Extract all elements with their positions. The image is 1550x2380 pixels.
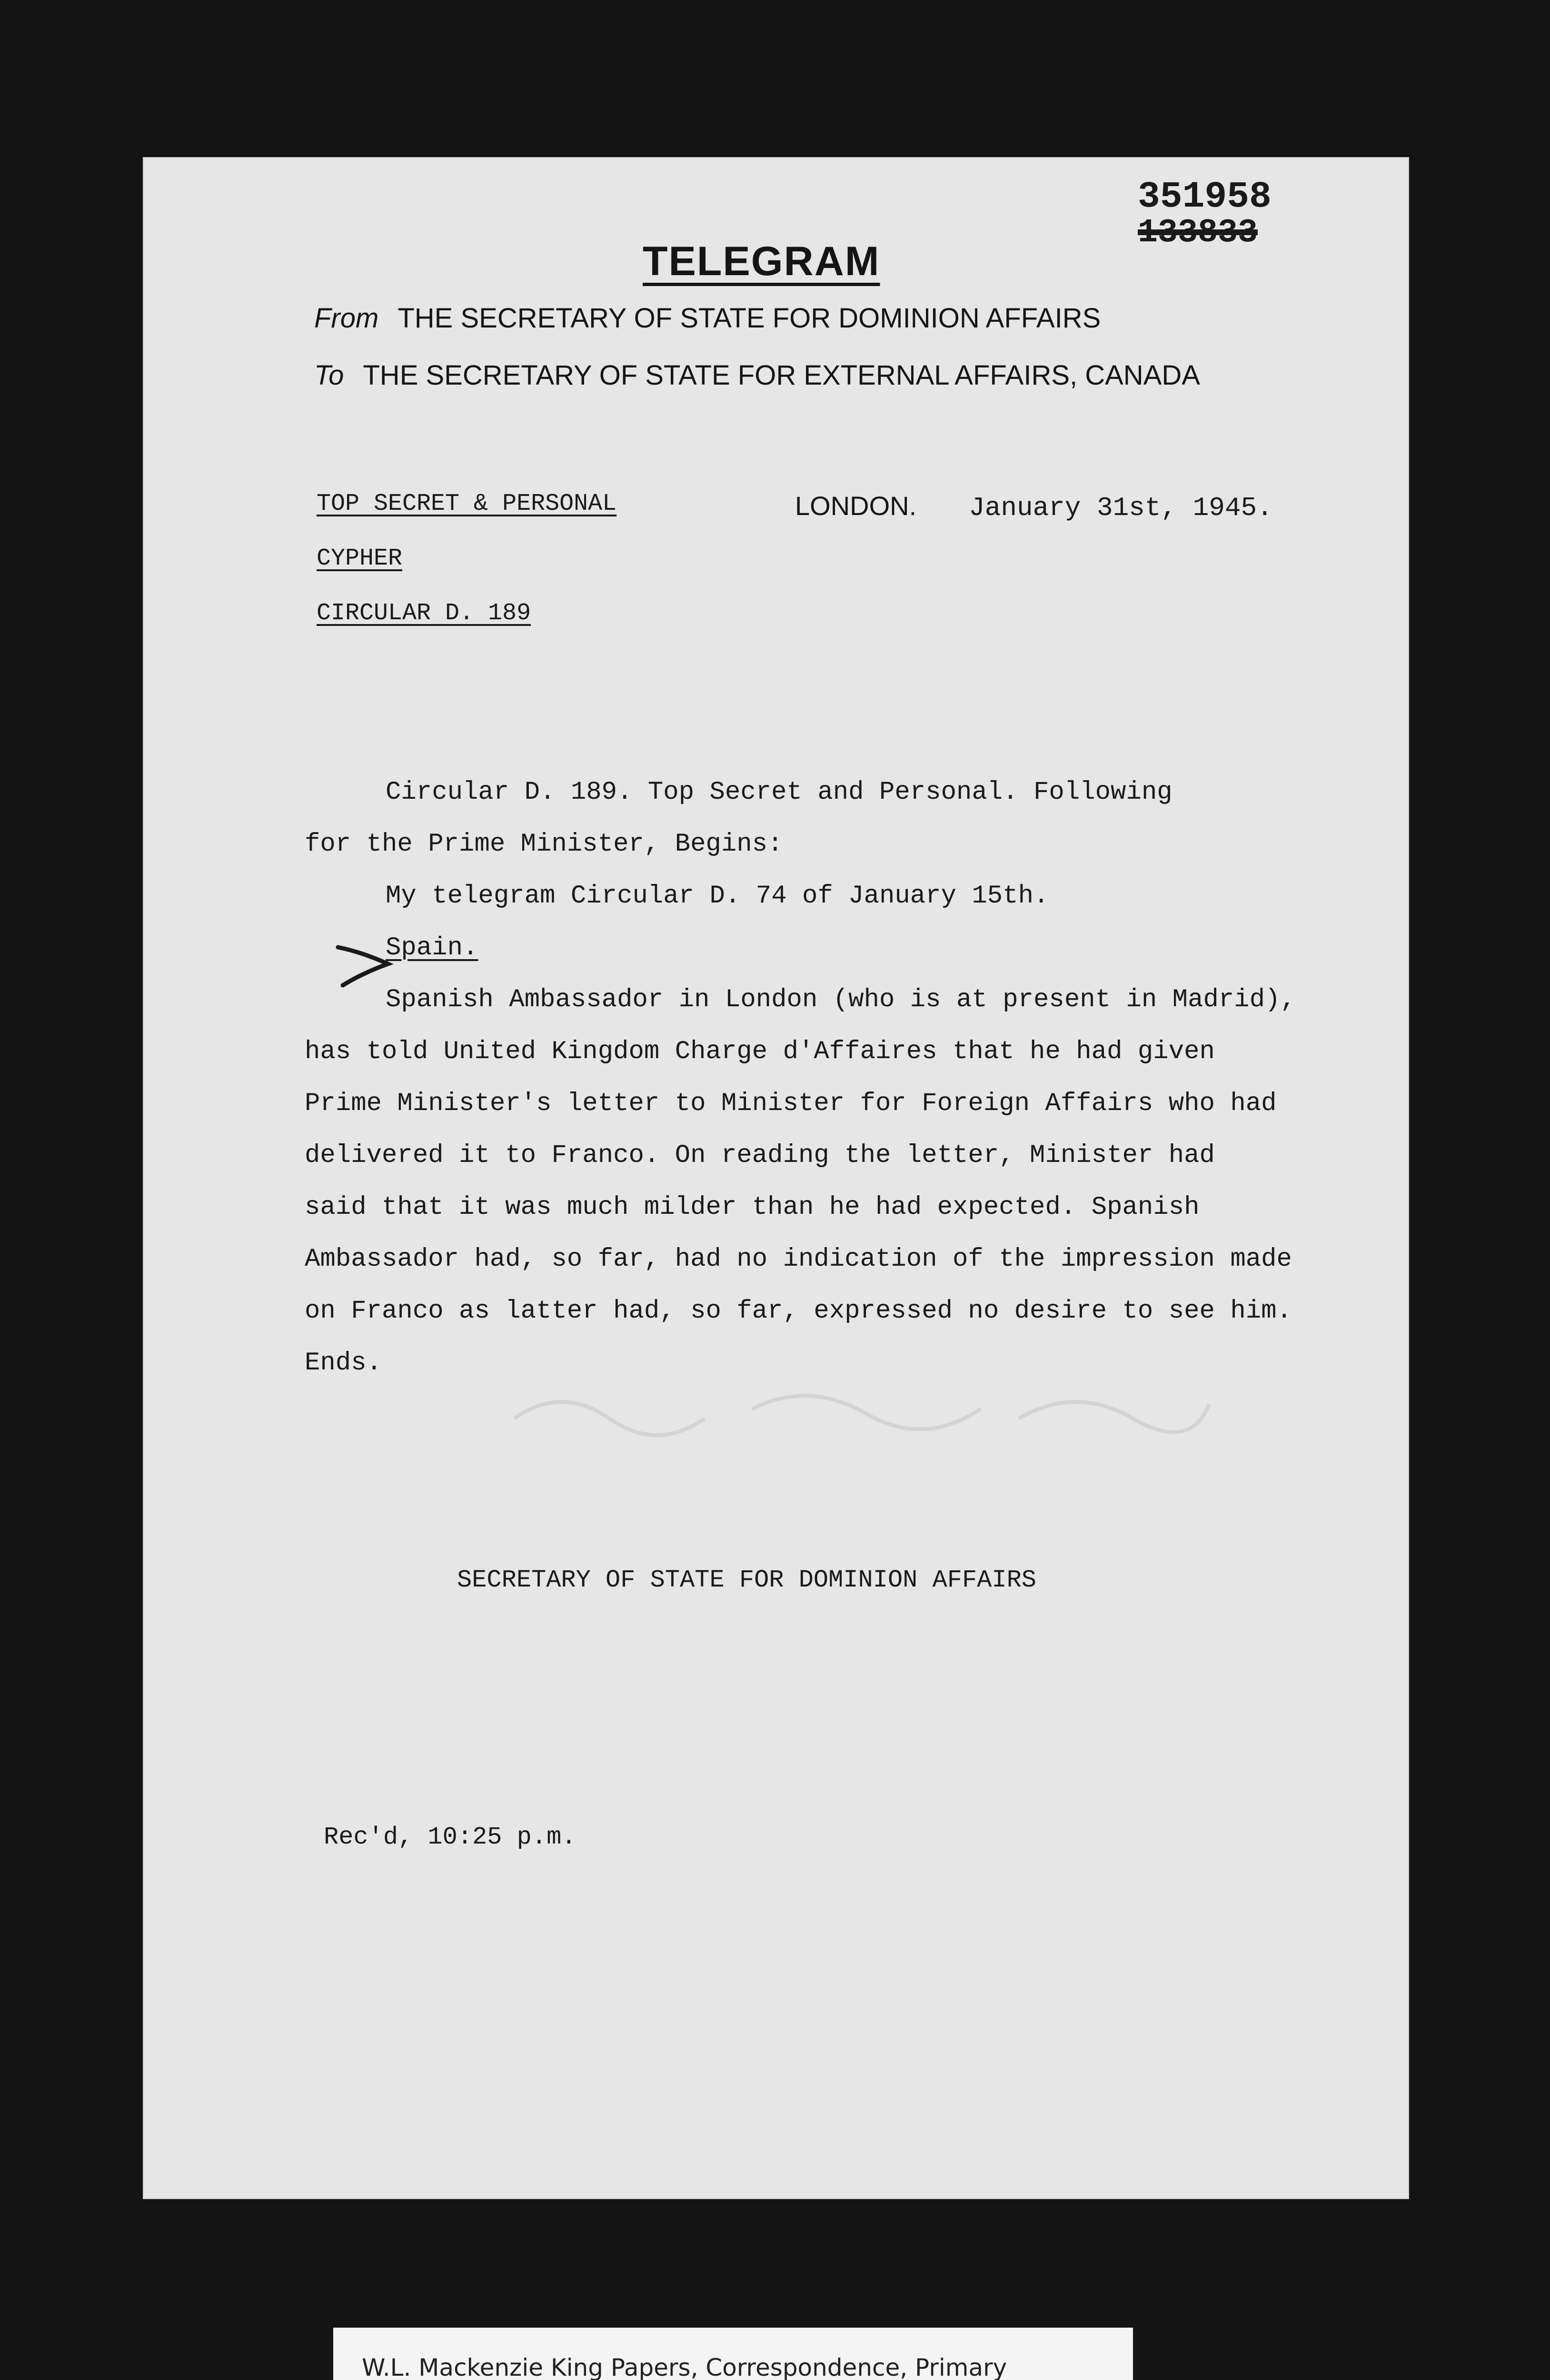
citation-line: W.L. Mackenzie King Papers, Correspondence, Primary [362, 2354, 1007, 2380]
body-paragraph-line: on Franco as latter had, so far, expressed no desire to see him. [305, 1297, 1292, 1326]
body-paragraph-line: delivered it to Franco. On reading the letter, Minister had [305, 1141, 1215, 1170]
classification-cypher: CYPHER [317, 545, 403, 572]
to-label: To [314, 360, 344, 391]
body-paragraph-line: Spanish Ambassador in London (who is at present in Madrid), [386, 985, 1296, 1014]
body-paragraph-line: Ends. [305, 1349, 382, 1378]
place-date [795, 490, 1273, 523]
from-line [314, 302, 1101, 334]
body-intro-line: Circular D. 189. Top Secret and Personal. Following [386, 778, 1172, 807]
reference-number: 351958 [1138, 176, 1272, 218]
from-label: From [314, 303, 379, 334]
old-reference-number: 133833 [1138, 214, 1258, 252]
body-subject-text: Spain. [386, 933, 478, 962]
received-time: Rec'd, 10:25 p.m. [324, 1823, 576, 1851]
body-paragraph-line: Prime Minister's letter to Minister for Foreign Affairs who had [305, 1089, 1277, 1118]
source-citation-label [333, 2328, 1133, 2380]
body-intro-line: for the Prime Minister, Begins: [305, 830, 783, 859]
faint-show-through-marks [505, 1376, 1219, 1442]
signature: SECRETARY OF STATE FOR DOMINION AFFAIRS [457, 1566, 1036, 1594]
classification-circular: CIRCULAR D. 189 [317, 600, 531, 627]
classification-security: TOP SECRET & PERSONAL [317, 490, 617, 517]
body-paragraph-line: Ambassador had, so far, had no indication of the impression made [305, 1245, 1292, 1274]
body-subject [305, 922, 1352, 974]
date: January 31st, 1945. [969, 493, 1273, 523]
body-reference-line: My telegram Circular D. 74 of January 15th. [386, 882, 1049, 911]
from-value: THE SECRETARY OF STATE FOR DOMINION AFFAIRS [397, 303, 1101, 334]
telegram-title: TELEGRAM [643, 238, 880, 284]
to-value: THE SECRETARY OF STATE FOR EXTERNAL AFFAIRS, CANADA [363, 360, 1200, 391]
place: LONDON. [795, 491, 917, 521]
to-line [314, 359, 1200, 391]
telegram-page [143, 157, 1409, 2199]
telegram-body [305, 766, 1352, 1389]
body-paragraph-line: has told United Kingdom Charge d'Affaires that he had given [305, 1037, 1215, 1066]
body-paragraph-line: said that it was much milder than he had expected. Spanish [305, 1193, 1200, 1222]
